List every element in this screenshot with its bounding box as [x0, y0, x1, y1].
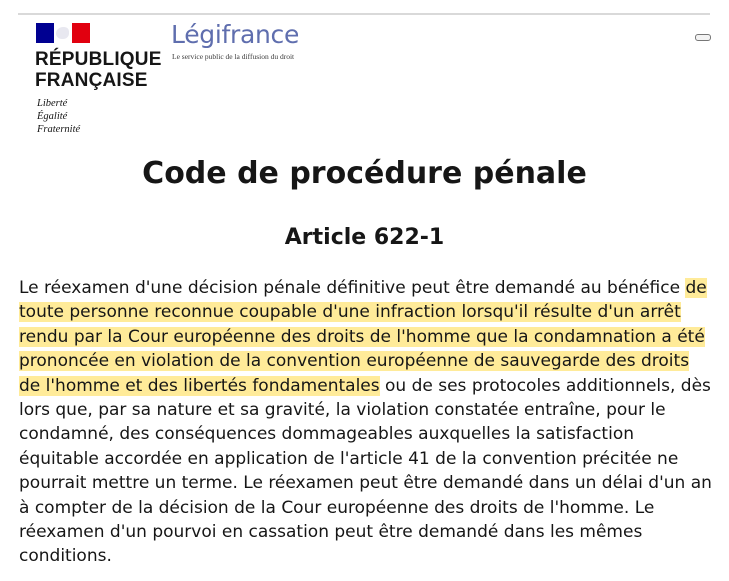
- francaise-line: FRANÇAISE: [35, 70, 148, 91]
- document-title: Code de procédure pénale: [142, 156, 587, 191]
- devise-egalite: Égalité: [37, 111, 68, 122]
- article-text-highlighted: de toute personne reconnue coupable d'une infraction lorsqu'il résulte d'un arrêt rendu par la Cour européenne des droits de l'homme que la condamnation a été prononcée en violation de la convention européenne de sauvegarde des droits de l'homme et des libertés fondamentales: [19, 278, 707, 396]
- article-text-after: ou de ses protocoles additionnels, dès lors que, par sa nature et sa gravité, la violation constatée entraîne, pour le condamné, des conséquences dommageables auxquelles la satisfaction équitable accordée en application de l'article 41 de la convention précitée ne pourrait mettre un terme. Le réexamen peut être demandé dans un délai d'un an à compter de la décision de la Cour européenne des droits de l'homme. Le réexamen d'un pourvoi en cassation peut être demandé dans les mêmes conditions.: [19, 375, 712, 567]
- article-text-before: Le réexamen d'une décision pénale définitive peut être demandé au bénéfice: [19, 278, 686, 298]
- legifrance-tagline: Le service public de la diffusion du droit: [172, 52, 295, 61]
- republique-francaise-wordmark: [35, 49, 162, 91]
- menu-toggle-button[interactable]: [695, 34, 711, 41]
- article-title: Article 622-1: [284, 225, 445, 250]
- devise-fraternite: Fraternité: [37, 124, 81, 135]
- devise-liberte: Liberté: [37, 98, 68, 109]
- top-divider: [18, 13, 710, 15]
- article-body: [19, 276, 714, 569]
- legifrance-logo[interactable]: Légifrance: [171, 20, 300, 49]
- marianne-flag-logo: [36, 23, 90, 43]
- devise: [37, 97, 80, 136]
- republique-line: RÉPUBLIQUE: [35, 49, 162, 70]
